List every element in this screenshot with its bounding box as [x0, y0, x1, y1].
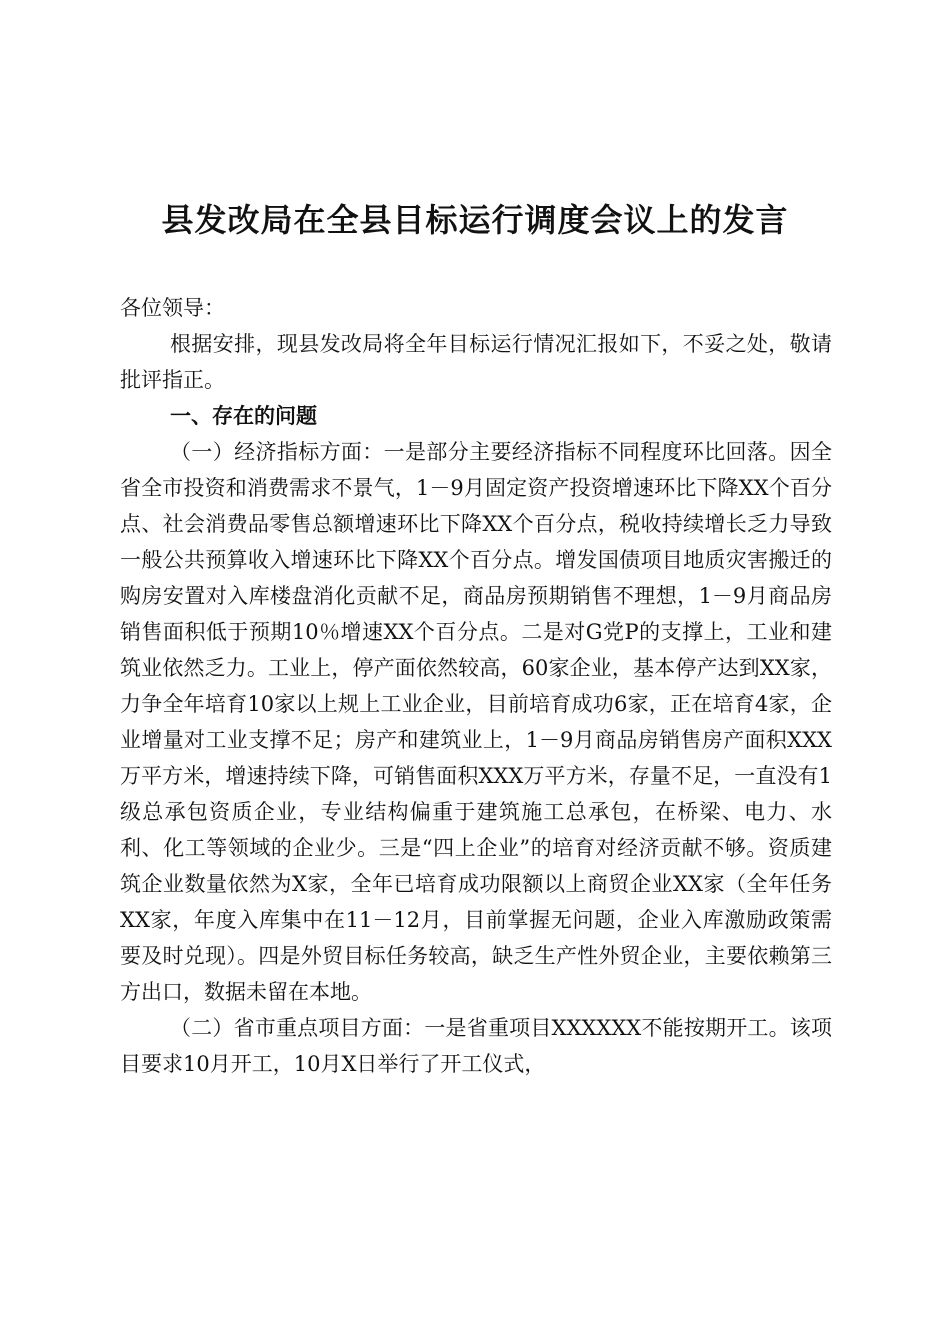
salutation: 各位领导：	[120, 296, 225, 320]
section-heading: 一、存在的问题	[170, 403, 317, 428]
body-paragraph-key-projects: （二）省市重点项目方面：一是省重项目XXXXXX不能按期开工。该项目要求10月开工，10月X日举行了开工仪式，	[120, 1016, 832, 1076]
document-title: 县发改局在全县目标运行调度会议上的发言	[161, 201, 789, 239]
intro-paragraph: 根据安排，现县发改局将全年目标运行情况汇报如下，不妥之处，敬请批评指正。	[120, 332, 832, 392]
body-paragraph-economic-indicators: （一）经济指标方面：一是部分主要经济指标不同程度环比回落。因全省全市投资和消费需求不景气，1－9月固定资产投资增速环比下降XX个百分点、社会消费品零售总额增速环比下降XX个百分点，税收持续增长乏力导致一般公共预算收入增速环比下降XX个百分点。增发国债项目地质灾害搬迁的购房安置对入库楼盘消化贡献不足，商品房预期销售不理想，1－9月商品房销售面积低于预期10％增速XX个百分点。二是对G党P的支撑上，工业和建筑业依然乏力。工业上，停产面依然较高，60家企业，基本停产达到XX家，力争全年培育10家以上规上工业企业，目前培育成功6家，正在培育4家，企业增量对工业支撑不足；房产和建筑业上，1－9月商品房销售房产面积XXX万平方米，增速持续下降，可销售面积XXX万平方米，存量不足，一直没有1级总承包资质企业，专业结构偏重于建筑施工总承包，在桥梁、电力、水利、化工等领域的企业少。三是“四上企业”的培育对经济贡献不够。资质建筑企业数量依然为X家，全年已培育成功限额以上商贸企业XX家（全年任务XX家，年度入库集中在11－12月，目前掌握无问题，企业入库激励政策需要及时兑现）。四是外贸目标任务较高，缺乏生产性外贸企业，主要依赖第三方出口，数据未留在本地。	[120, 440, 832, 1004]
document-body	[120, 290, 832, 1082]
